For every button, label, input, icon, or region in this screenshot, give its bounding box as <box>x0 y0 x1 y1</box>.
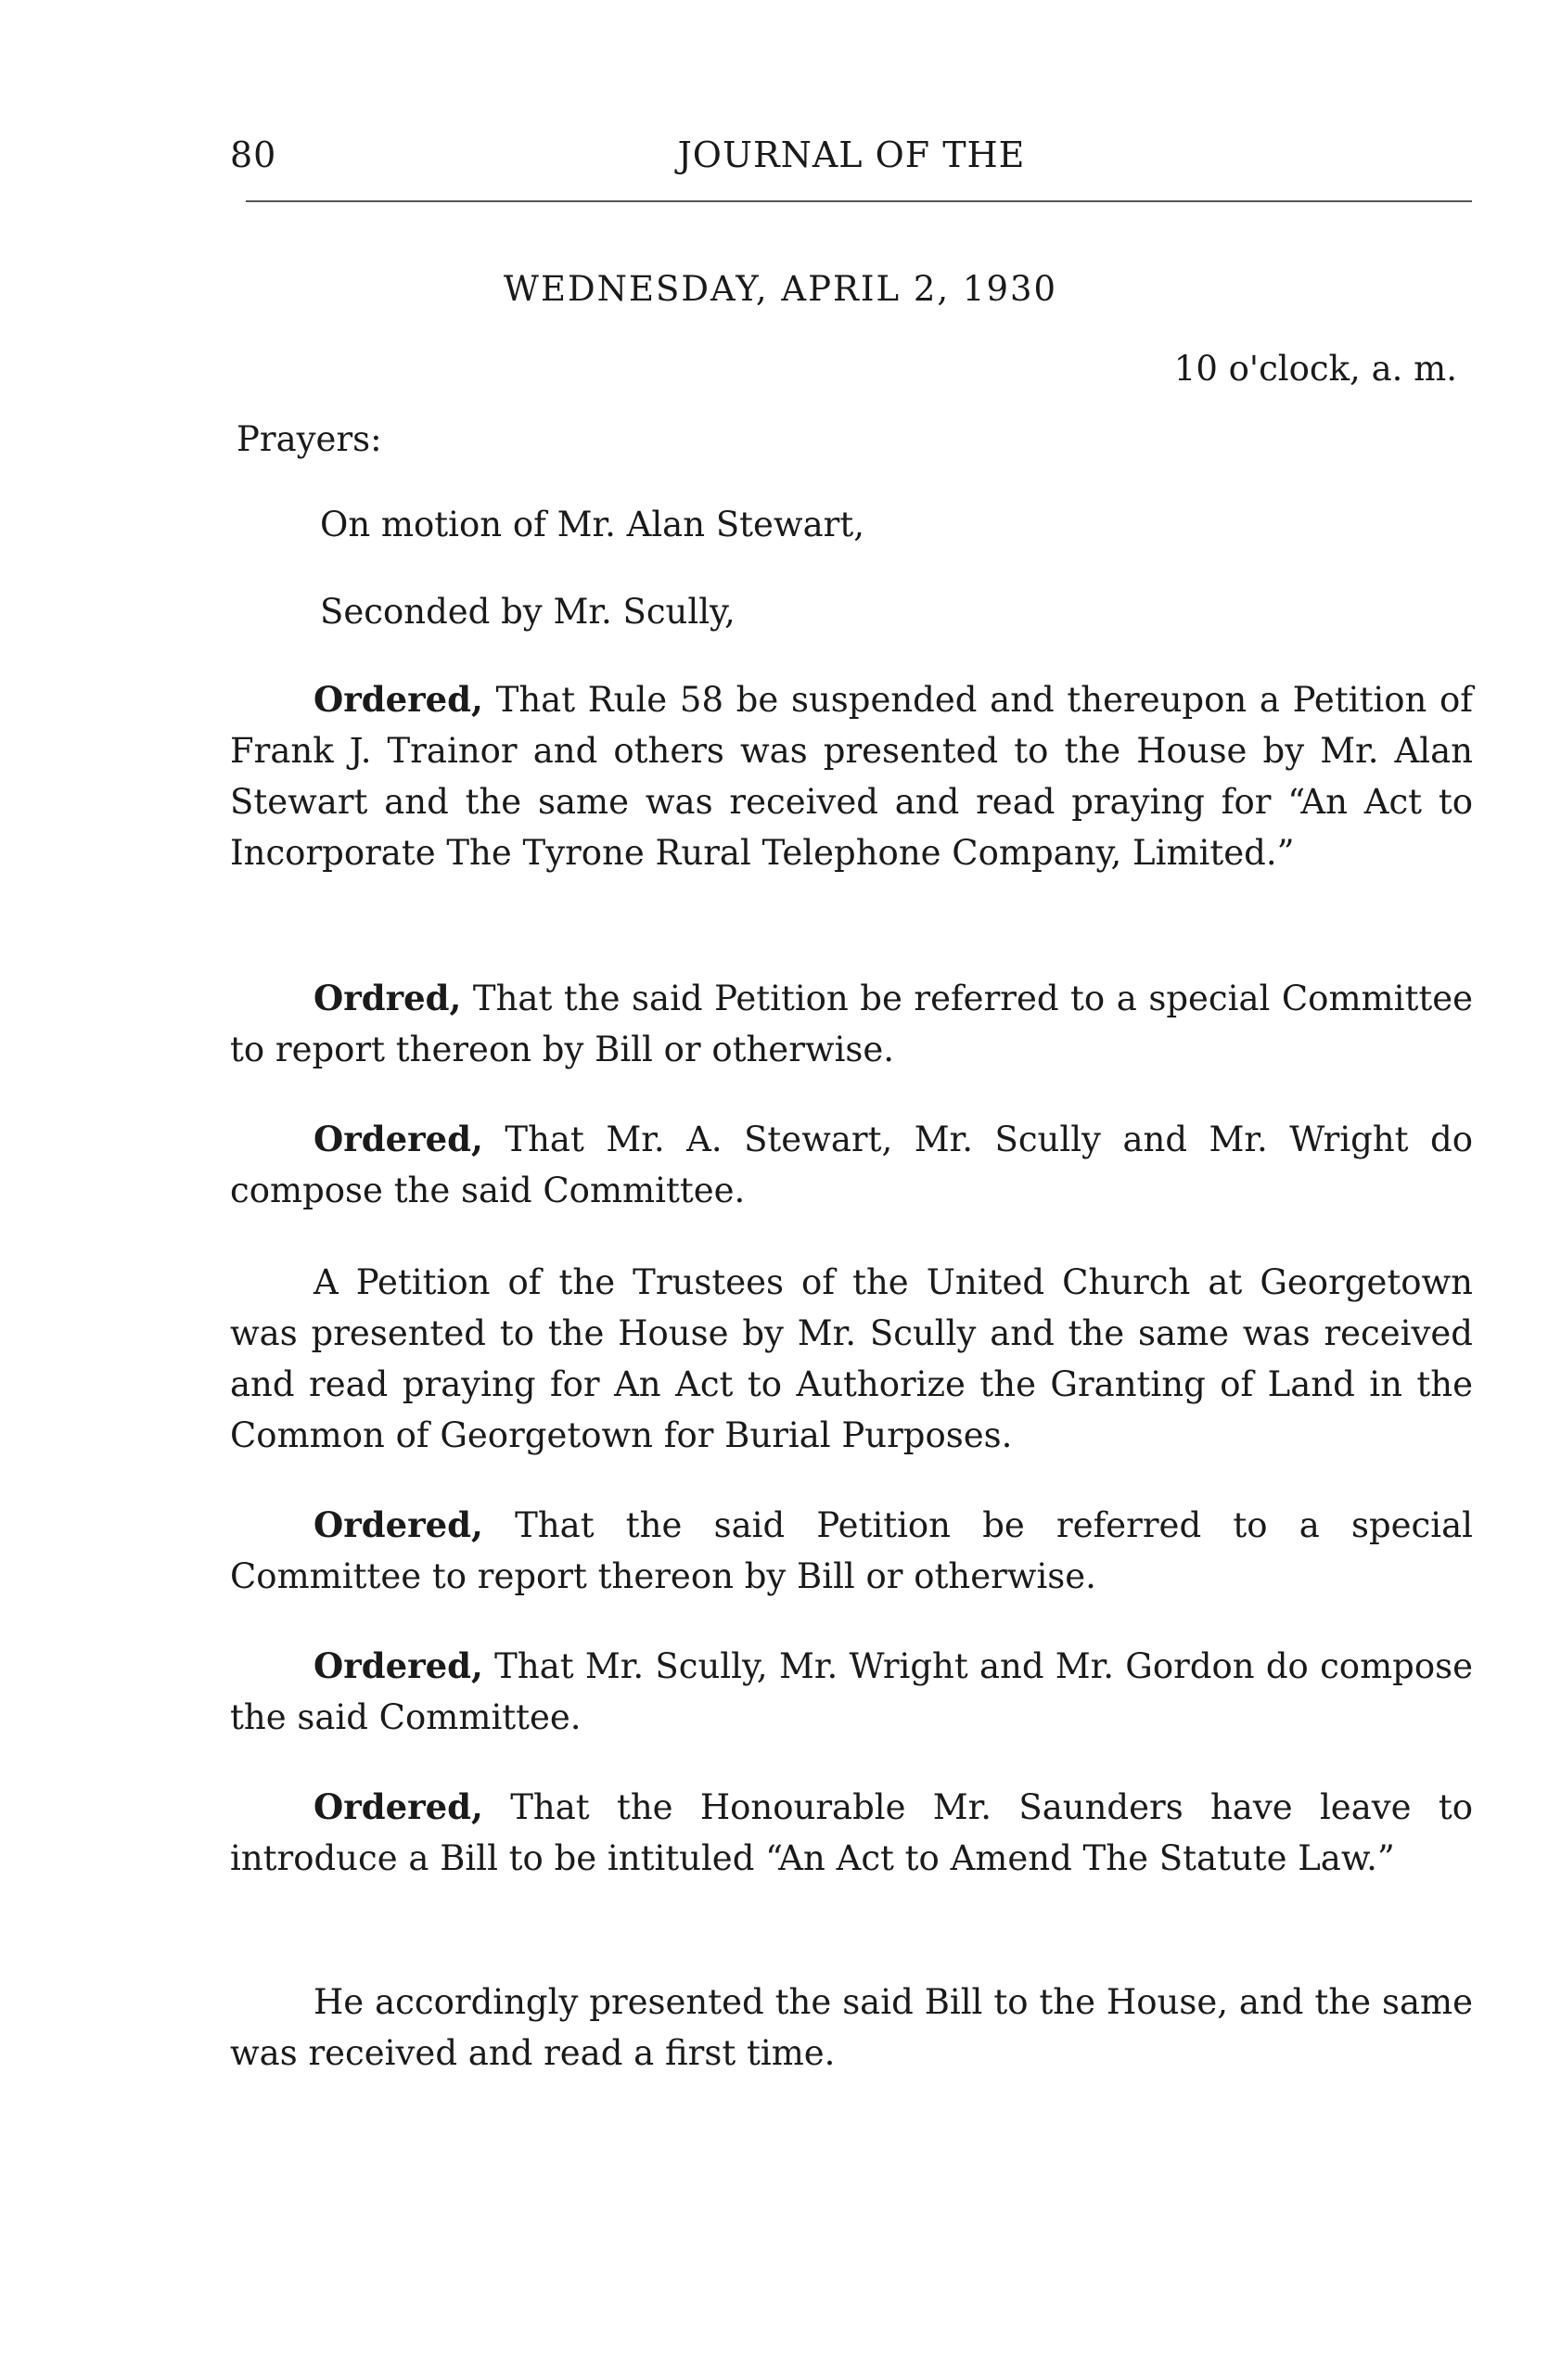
paragraph-1 <box>230 674 1473 878</box>
paragraph-3 <box>230 1114 1473 1216</box>
session-time: 10 o'clock, a. m. <box>1173 349 1457 389</box>
paragraph-lead: Ordered, <box>313 1645 483 1686</box>
paragraph-text: That the Honourable Mr. Saunders have leave to introduce a Bill to be intituled “An Act to Amend The Statute Law.” <box>230 1787 1473 1878</box>
paragraph-text: A Petition of the Trustees of the United Church at Georgetown was presented to the House by Mr. Scully and the same was received and read praying for An Act to Authorize the Granting of Land in the Common of Georgetown for Burial Purposes. <box>230 1262 1473 1455</box>
paragraph-text: That Mr. Scully, Mr. Wright and Mr. Gordon do compose the said Committee. <box>230 1646 1473 1737</box>
page-number: 80 <box>230 134 277 175</box>
paragraph-text: That the said Petition be referred to a special Committee to report thereon by Bill or otherwise. <box>230 1505 1473 1596</box>
paragraph-lead: Ordred, <box>313 978 462 1018</box>
paragraph-lead: Ordered, <box>313 1119 483 1159</box>
paragraph-5 <box>230 1500 1473 1602</box>
paragraph-lead: Ordered, <box>313 1786 483 1827</box>
paragraph-lead: Ordered, <box>313 679 483 720</box>
page-header <box>230 134 1473 181</box>
paragraph-text: That Rule 58 be suspended and thereupon a Petition of Frank J. Trainor and others was presented to the House by Mr. Alan Stewart and the same was received and read praying for “An Act to Incorporate The Tyrone Rural Telephone Company, Limited.” <box>230 680 1473 873</box>
paragraph-2 <box>230 973 1473 1075</box>
paragraph-text: That the said Petition be referred to a special Committee to report thereon by Bill or otherwise. <box>230 979 1473 1069</box>
paragraph-7 <box>230 1782 1473 1884</box>
prayers-heading: Prayers: <box>237 419 382 459</box>
seconded-line: Seconded by Mr. Scully, <box>320 592 736 632</box>
session-date: WEDNESDAY, APRIL 2, 1930 <box>503 269 1058 309</box>
paragraph-lead: Ordered, <box>313 1504 483 1545</box>
running-head: JOURNAL OF THE <box>677 134 1026 175</box>
motion-line: On motion of Mr. Alan Stewart, <box>320 505 864 544</box>
paragraph-4 <box>230 1257 1473 1461</box>
paragraph-6 <box>230 1641 1473 1743</box>
header-rule <box>246 200 1472 202</box>
paragraph-8 <box>230 1977 1473 2079</box>
paragraph-text: He accordingly presented the said Bill to the House, and the same was received and read a first time. <box>230 1982 1473 2073</box>
paragraph-text: That Mr. A. Stewart, Mr. Scully and Mr. Wright do compose the said Committee. <box>230 1120 1473 1210</box>
